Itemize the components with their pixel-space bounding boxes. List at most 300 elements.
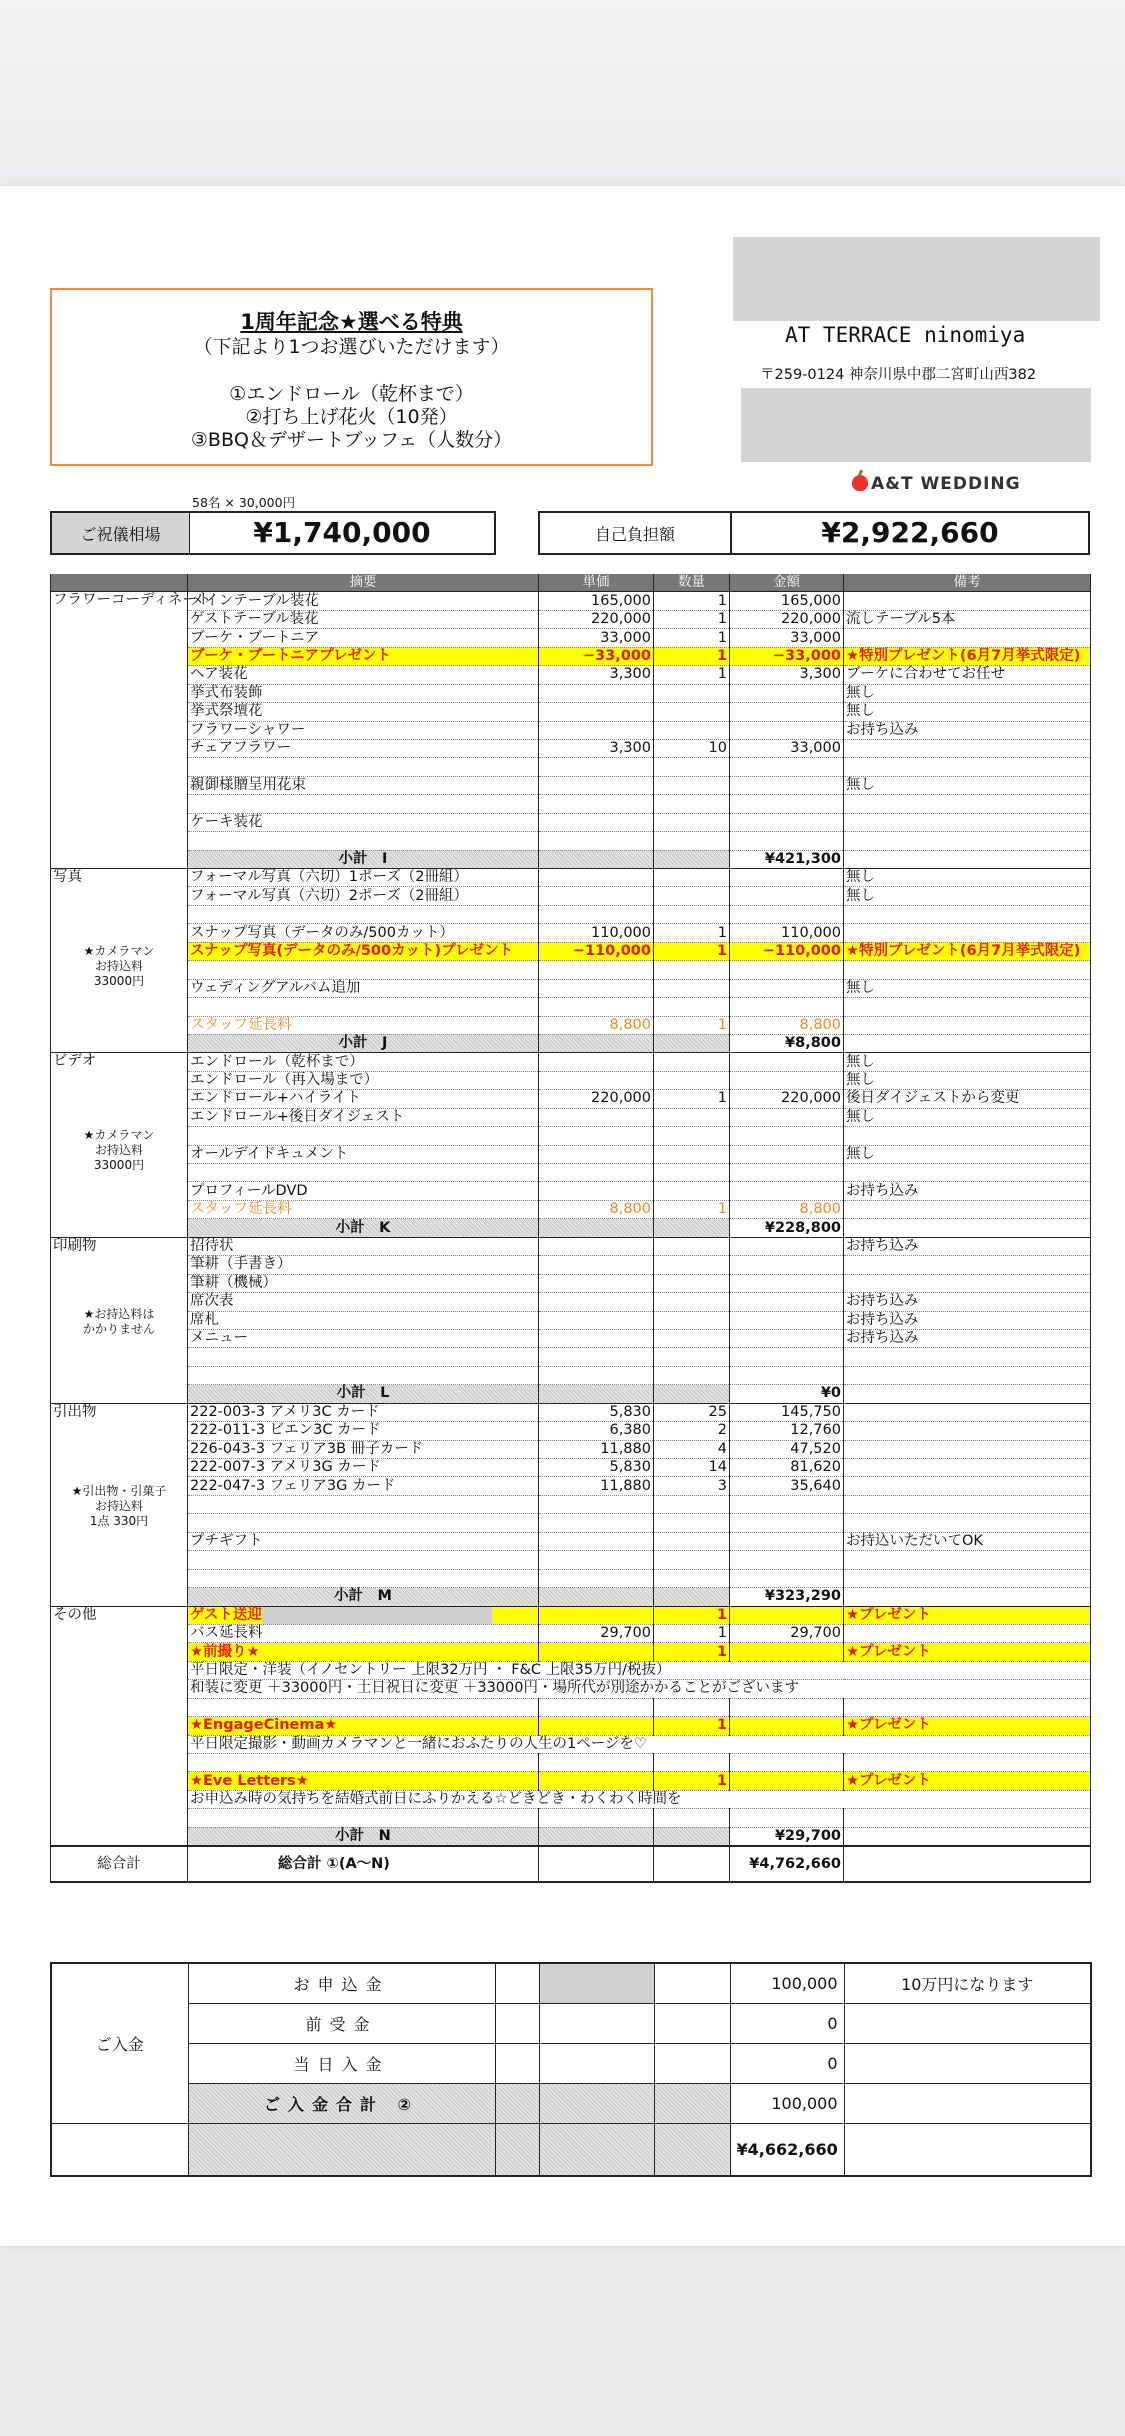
row-unit-price [539,850,654,868]
table-row [51,1735,1091,1753]
row-unit-price [539,998,654,1016]
table-row [51,1569,1091,1587]
row-item-text: ★Eve Letters★ [190,1772,309,1789]
grand-total-amount: ¥4,762,660 [730,1846,844,1882]
row-remark [844,1624,1091,1642]
row-amount [730,813,844,831]
row-qty [654,1293,730,1311]
table-row [51,1698,1091,1716]
row-item [188,1772,539,1790]
row-amount: 33,000 [730,629,844,647]
row-qty [654,1108,730,1126]
row-amount [730,1071,844,1089]
row-qty: 3 [654,1477,730,1495]
row-item [188,1532,539,1550]
row-amount [730,979,844,997]
row-remark: 無し [844,776,1091,794]
row-item [188,666,539,684]
row-unit-price [539,1237,654,1255]
row-item [188,1034,539,1052]
row-qty [654,1053,730,1071]
row-item-text: 筆耕（手書き） [190,1256,292,1273]
table-row [51,1145,1091,1163]
row-unit-price: 29,700 [539,1624,654,1642]
table-row [51,869,1091,887]
row-item [188,979,539,997]
table-row [51,942,1091,960]
table-row [51,1200,1091,1218]
row-item-text: チェアフラワー [190,740,292,757]
row-qty [654,1182,730,1200]
promo-box [50,288,653,466]
row-qty [654,758,730,776]
row-unit-price [539,1348,654,1366]
row-remark [844,1164,1091,1182]
row-remark: お持ち込み [844,1329,1091,1347]
row-amount [730,961,844,979]
balance-hatch [539,2124,654,2176]
table-header [51,574,1091,592]
table-row [51,905,1091,923]
subtotal-row [51,1827,1091,1846]
row-qty: 1 [654,1772,730,1790]
table-row [51,739,1091,757]
deposit-blank [495,2004,539,2044]
table-row [51,1071,1091,1089]
subtotal-row [51,1588,1091,1606]
grand-total-label: 総合計 [51,1846,188,1882]
row-unit-price: 110,000 [539,924,654,942]
row-item-text: フラワーシャワー [190,721,306,738]
row-qty [654,1385,730,1403]
row-remark [844,1809,1091,1827]
category-cell [51,869,188,1053]
row-amount: ¥0 [730,1385,844,1403]
row-remark: 無し [844,1071,1091,1089]
deposit-remark: 10万円になります [844,1963,1091,2004]
row-amount [730,1532,844,1550]
row-amount: 47,520 [730,1440,844,1458]
row-remark [844,1422,1091,1440]
row-remark: ★プレゼント [844,1772,1091,1790]
row-remark [844,739,1091,757]
row-unit-price: 3,300 [539,666,654,684]
row-unit-price [539,1219,654,1237]
row-unit-price [539,1495,654,1513]
row-qty: 1 [654,610,730,628]
row-item-text: スナップ写真（データのみ/500カット） [190,924,454,941]
deposit-amount: 100,000 [730,2084,844,2124]
table-row [51,1016,1091,1034]
row-unit-price [539,1293,654,1311]
row-item [188,869,539,887]
row-item [188,1827,539,1846]
row-item-text: ブーケ・ブートニアプレゼント [190,647,391,664]
row-unit-price [539,1551,654,1569]
row-amount [730,795,844,813]
row-item [188,1459,539,1477]
row-unit-price: 11,880 [539,1477,654,1495]
row-item: お申込み時の気持ちを結婚式前日にふりかえる☆どきどき・わくわく時間を [188,1790,1091,1808]
row-amount [730,1348,844,1366]
table-row [51,1532,1091,1550]
row-item-text: プロフィールDVD [190,1182,308,1199]
row-remark [844,1514,1091,1532]
row-qty [654,1071,730,1089]
row-unit-price: 8,800 [539,1016,654,1034]
row-qty: 25 [654,1403,730,1421]
row-qty: 1 [654,592,730,610]
row-remark [844,1385,1091,1403]
row-item-text: ブーケ・ブートニア [190,629,320,646]
row-unit-price [539,703,654,721]
row-item-text: 222-011-3 ビエン3C カード [190,1422,381,1439]
row-remark [844,795,1091,813]
row-qty [654,850,730,868]
row-remark [844,1256,1091,1274]
row-qty [654,905,730,923]
venue-name: AT TERRACE ninomiya [785,323,1026,347]
promo-option-1: ①エンドロール（乾杯まで） [229,383,474,405]
row-qty [654,776,730,794]
table-row [51,1403,1091,1421]
row-unit-price: 3,300 [539,739,654,757]
row-item-text: メニュー [190,1330,248,1347]
self-pay-value: ¥2,922,660 [821,516,999,549]
row-amount [730,832,844,850]
table-row [51,629,1091,647]
category-cell [51,1403,188,1606]
table-row [51,684,1091,702]
row-unit-price [539,905,654,923]
row-item-text: スナップ写真(データのみ/500カット)プレゼント [190,942,514,959]
row-amount: ¥8,800 [730,1034,844,1052]
deposit-label: ご入金 [51,1963,188,2124]
row-amount [730,1145,844,1163]
row-remark [844,1569,1091,1587]
row-item [188,629,539,647]
row-unit-price: −33,000 [539,647,654,665]
row-item-text: 小計 K [335,1219,391,1236]
category-label: 印刷物 [53,1237,97,1254]
row-qty [654,1274,730,1292]
row-remark [844,1127,1091,1145]
row-item-text: 226-043-3 フェリア3B 冊子カード [190,1440,424,1457]
row-unit-price [539,776,654,794]
table-row [51,1790,1091,1808]
row-amount [730,1717,844,1735]
row-amount [730,1606,844,1624]
row-remark [844,1698,1091,1716]
row-qty: 14 [654,1459,730,1477]
deposit-remark [844,2044,1091,2084]
row-item [188,1274,539,1292]
row-qty [654,1329,730,1347]
row-item [188,1422,539,1440]
row-remark [844,1366,1091,1384]
row-amount [730,1754,844,1772]
row-item [188,1053,539,1071]
row-amount [730,1237,844,1255]
row-item [188,1385,539,1403]
row-item-text: プチギフト [190,1532,263,1549]
row-item-text: スタッフ延長料 [190,1201,292,1218]
row-qty [654,1827,730,1846]
deposit-blank [654,1963,730,2004]
row-item [188,1348,539,1366]
row-remark [844,1477,1091,1495]
row-remark: 無し [844,979,1091,997]
grand-total-blank [654,1846,730,1882]
row-unit-price [539,979,654,997]
row-item [188,1016,539,1034]
row-item [188,1145,539,1163]
row-remark [844,1827,1091,1846]
table-row [51,924,1091,942]
row-qty [654,703,730,721]
row-unit-price: 6,380 [539,1422,654,1440]
row-amount [730,1698,844,1716]
header-unit-price: 単価 [539,574,654,592]
table-row [51,795,1091,813]
row-item [188,1514,539,1532]
row-remark [844,1274,1091,1292]
row-item [188,1090,539,1108]
row-amount: ¥323,290 [730,1588,844,1606]
promo-option-3: ③BBQ＆デザートブッフェ（人数分） [190,429,513,451]
row-remark: お持込いただいてOK [844,1532,1091,1550]
row-remark [844,629,1091,647]
deposit-row [51,2004,1091,2044]
row-unit-price [539,961,654,979]
table-row [51,1772,1091,1790]
header-qty: 数量 [654,574,730,592]
row-item-text: ゲストテーブル装花 [190,611,319,628]
row-amount [730,1809,844,1827]
row-remark: お持ち込み [844,1311,1091,1329]
row-item [188,1164,539,1182]
row-item [188,758,539,776]
row-unit-price [539,1643,654,1661]
promo-subtitle: （下記より1つお選びいただけます） [193,336,510,358]
deposit-row [51,2044,1091,2084]
row-item [188,1643,539,1661]
row-amount [730,1514,844,1532]
row-item-text: メインテーブル装花 [190,592,319,609]
row-amount [730,1772,844,1790]
table-row [51,592,1091,610]
row-remark: お持ち込み [844,721,1091,739]
row-unit-price [539,1569,654,1587]
row-unit-price [539,1827,654,1846]
table-row [51,1551,1091,1569]
row-qty: 1 [654,1606,730,1624]
row-qty: 1 [654,942,730,960]
deposit-item: 前受金 [188,2004,495,2044]
grand-total-row [51,1846,1091,1882]
row-remark: ★プレゼント [844,1606,1091,1624]
row-item-text: 席次表 [190,1293,234,1310]
self-pay-label: 自己負担額 [540,513,732,553]
subtotal-row [51,1385,1091,1403]
row-amount [730,1366,844,1384]
table-row [51,1680,1091,1698]
row-item [188,1237,539,1255]
row-amount [730,869,844,887]
row-item-text: 挙式祭壇花 [190,703,263,720]
row-item [188,776,539,794]
row-amount [730,703,844,721]
row-remark [844,1403,1091,1421]
header-summary: 摘要 [188,574,539,592]
row-item [188,813,539,831]
row-unit-price [539,832,654,850]
category-note: ★お持込料は かかりません [82,1306,155,1336]
table-row [51,1477,1091,1495]
row-qty: 1 [654,1090,730,1108]
row-unit-price [539,1127,654,1145]
category-cell [51,1053,188,1237]
row-item-text: スタッフ延長料 [190,1016,292,1033]
subtotal-row [51,1219,1091,1237]
row-qty [654,1311,730,1329]
row-qty: 4 [654,1440,730,1458]
row-amount [730,721,844,739]
gift-label: ご祝儀相場 [52,513,190,553]
gift-value: ¥1,740,000 [253,516,431,549]
row-remark [844,1348,1091,1366]
row-amount [730,1643,844,1661]
category-cell [51,1237,188,1403]
row-remark: お持ち込み [844,1237,1091,1255]
row-amount: 165,000 [730,592,844,610]
table-row [51,1514,1091,1532]
row-item: 平日限定・洋装（イノセントリー 上限32万円 ・ F&C 上限35万円/税抜） [188,1661,1091,1679]
row-item-text: 222-047-3 フェリア3G カード [190,1477,396,1494]
row-remark [844,1200,1091,1218]
row-item-text: 席札 [190,1311,219,1328]
deposit-amount: 100,000 [730,1963,844,2004]
row-remark: 無し [844,887,1091,905]
row-qty [654,1127,730,1145]
row-item-text: 222-007-3 アメリ3G カード [190,1459,381,1476]
row-unit-price [539,1071,654,1089]
row-qty [654,1532,730,1550]
row-item-text: ★EngageCinema★ [190,1717,338,1734]
row-remark: ★プレゼント [844,1643,1091,1661]
table-row [51,776,1091,794]
row-qty [654,1034,730,1052]
category-note: ★引出物・引菓子 お持込料 1点 330円 [71,1484,167,1529]
table-row [51,758,1091,776]
grand-total-blank [844,1846,1091,1882]
row-unit-price [539,887,654,905]
row-unit-price [539,1311,654,1329]
row-amount [730,1569,844,1587]
row-item [188,1698,539,1716]
balance-blank [51,2124,188,2176]
row-item-text: エンドロール+後日ダイジェスト [190,1108,405,1125]
row-item [188,1293,539,1311]
top-bar [0,0,1125,186]
deposit-item: ご入金合計 ② [188,2084,495,2124]
row-unit-price [539,869,654,887]
row-remark: 無し [844,1108,1091,1126]
row-amount: 145,750 [730,1403,844,1421]
header-amount: 金額 [730,574,844,592]
row-item [188,924,539,942]
row-item [188,1495,539,1513]
row-item [188,998,539,1016]
row-item [188,1108,539,1126]
deposit-row [51,1963,1091,2004]
row-amount: 8,800 [730,1200,844,1218]
deposit-item: 当日入金 [188,2044,495,2084]
row-qty [654,1569,730,1587]
redacted-block-address [741,388,1091,462]
category-cell [51,592,212,869]
row-unit-price: −110,000 [539,942,654,960]
self-pay-box [538,511,1090,555]
row-qty [654,979,730,997]
row-remark [844,1588,1091,1606]
row-unit-price [539,1385,654,1403]
row-unit-price [539,1606,654,1624]
table-row [51,1274,1091,1292]
row-item [188,739,539,757]
table-row [51,1164,1091,1182]
table-row [51,832,1091,850]
row-item [188,1256,539,1274]
table-row [51,1256,1091,1274]
balance-blank [844,2124,1091,2176]
row-item [188,1440,539,1458]
row-item-text: 親御様贈呈用花束 [190,777,306,794]
row-unit-price [539,1164,654,1182]
row-item-text: 小計 I [338,850,388,867]
row-item [188,592,539,610]
row-unit-price [539,1274,654,1292]
table-row [51,887,1091,905]
row-qty: 1 [654,1016,730,1034]
category-note: ★カメラマン お持込料 33000円 [83,943,155,988]
row-unit-price [539,1366,654,1384]
row-item [188,1606,539,1624]
row-item [188,1477,539,1495]
row-item-text: ★前撮り★ [190,1643,260,1660]
row-item-text: 小計 M [334,1588,392,1605]
row-amount: 220,000 [730,610,844,628]
row-remark [844,850,1091,868]
row-item [188,1182,539,1200]
row-remark [844,1219,1091,1237]
row-qty: 1 [654,1200,730,1218]
grand-total-blank [539,1846,654,1882]
header-remarks: 備考 [844,574,1091,592]
row-item-text: 小計 N [335,1827,391,1844]
table-row [51,647,1091,665]
deposit-row [51,2084,1091,2124]
row-amount: 81,620 [730,1459,844,1477]
row-qty [654,684,730,702]
table-row [51,1053,1091,1071]
row-qty: 1 [654,666,730,684]
row-unit-price [539,795,654,813]
table-row [51,1090,1091,1108]
row-item [188,1403,539,1421]
row-unit-price [539,1108,654,1126]
row-remark [844,961,1091,979]
